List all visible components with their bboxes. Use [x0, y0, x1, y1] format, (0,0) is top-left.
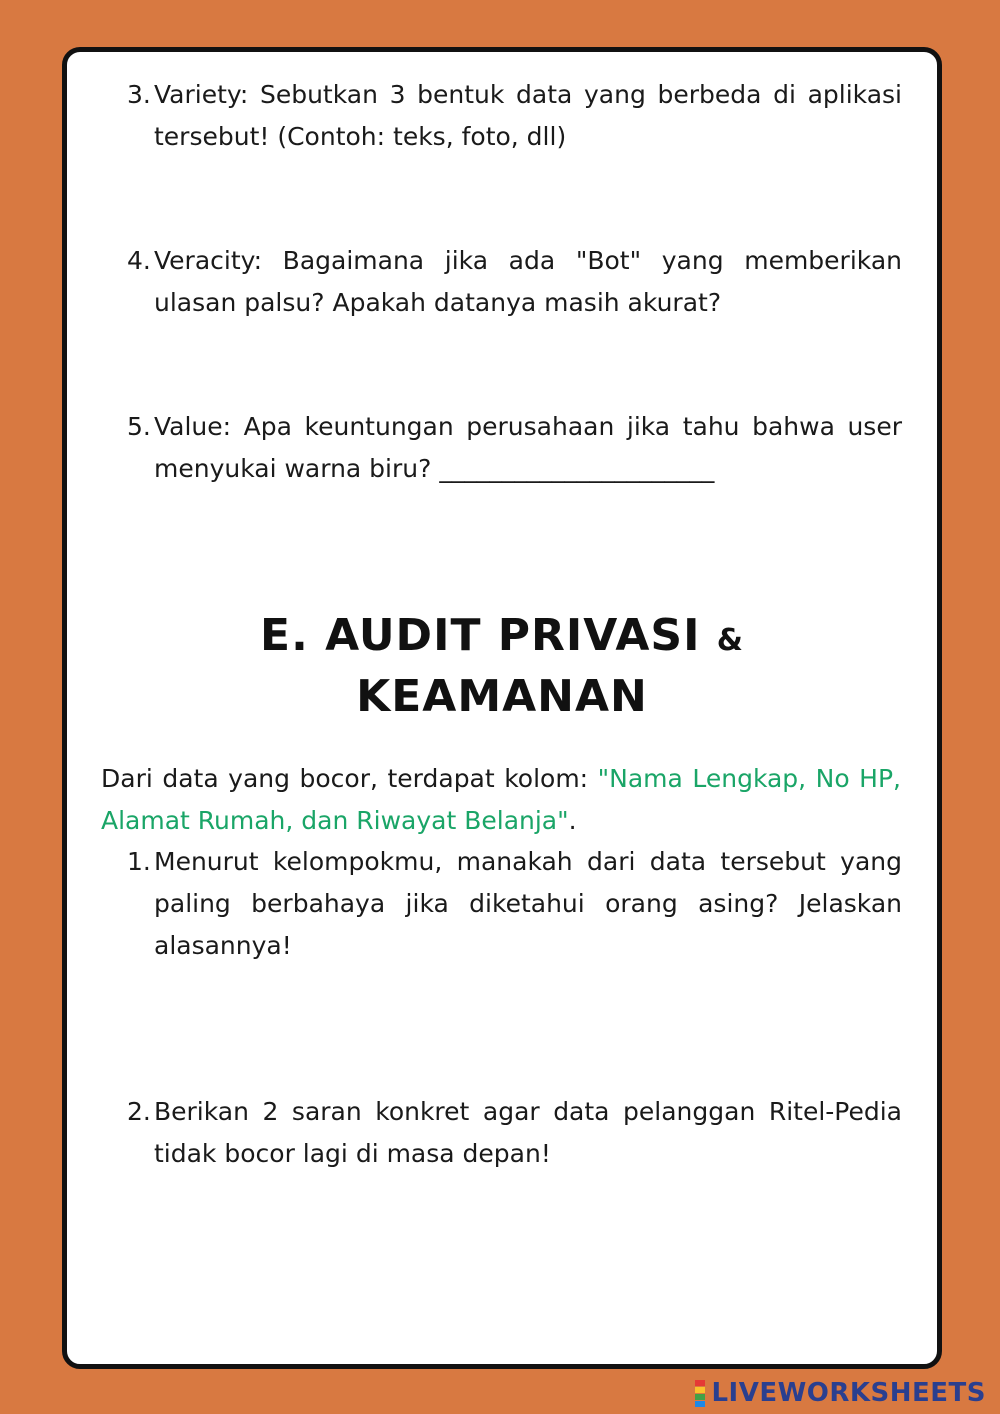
question-text: Value: Apa keuntungan perusahaan jika tahu bahwa user menyukai warna biru? ______________________	[154, 412, 902, 483]
question-5	[127, 406, 902, 490]
liveworksheets-logo-icon	[695, 1380, 705, 1407]
liveworksheets-footer[interactable]	[695, 1378, 986, 1408]
question-number: 5.	[127, 412, 151, 441]
intro-prefix: Dari data yang bocor, terdapat kolom:	[101, 764, 598, 793]
section-title	[67, 608, 937, 725]
question-e2	[127, 1091, 902, 1175]
intro-suffix: .	[568, 806, 577, 835]
worksheet-card	[62, 47, 942, 1369]
liveworksheets-brand: LIVEWORKSHEETS	[711, 1378, 986, 1408]
question-4	[127, 240, 902, 324]
question-text: Berikan 2 saran konkret agar data pelanggan Ritel-Pedia tidak bocor lagi di masa depan!	[154, 1097, 902, 1168]
section-intro	[101, 758, 901, 842]
question-number: 4.	[127, 246, 151, 275]
section-title-line2: KEAMANAN	[356, 671, 648, 722]
question-number: 1.	[127, 847, 151, 876]
question-text: Menurut kelompokmu, manakah dari data tersebut yang paling berbahaya jika diketahui orang asing? Jelaskan alasannya!	[154, 847, 902, 960]
question-text: Variety: Sebutkan 3 bentuk data yang berbeda di aplikasi tersebut! (Contoh: teks, foto, dll)	[154, 80, 902, 151]
question-3	[127, 74, 902, 158]
section-title-ampersand: &	[716, 623, 744, 658]
question-e1	[127, 841, 902, 967]
question-number: 2.	[127, 1097, 151, 1126]
section-title-line1: E. AUDIT PRIVASI	[260, 610, 701, 661]
question-text: Veracity: Bagaimana jika ada "Bot" yang memberikan ulasan palsu? Apakah datanya masih akurat?	[154, 246, 902, 317]
question-number: 3.	[127, 80, 151, 109]
intro-highlight: "Nama Lengkap, No HP, Alamat Rumah, dan Riwayat Belanja"	[101, 764, 901, 835]
